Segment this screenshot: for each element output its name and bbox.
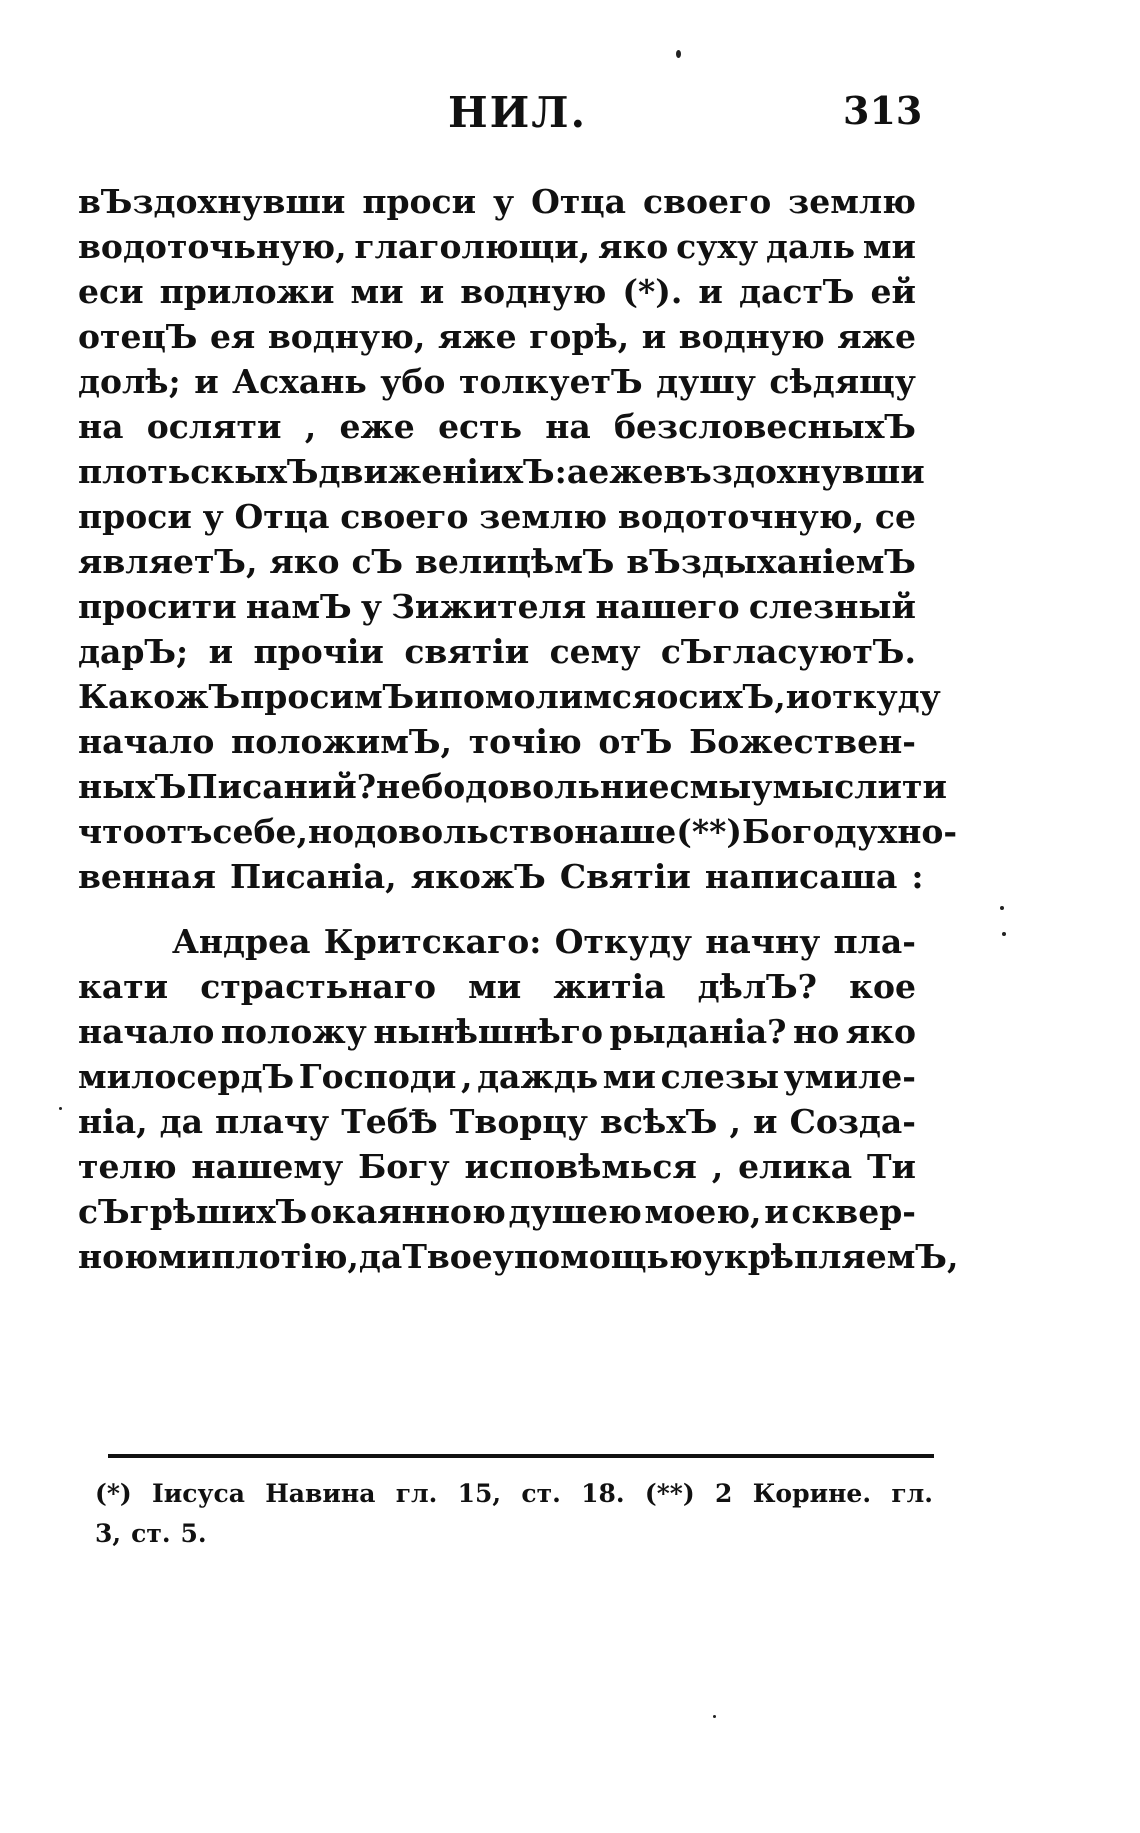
print-speck <box>676 50 681 58</box>
word: (*) <box>95 1479 132 1508</box>
word: и <box>764 1192 789 1231</box>
word: дѣлЪ? <box>697 967 817 1006</box>
text-line <box>78 808 958 856</box>
word: Откуду <box>554 922 693 961</box>
text-line <box>78 358 916 406</box>
word: : <box>911 857 924 896</box>
word: , <box>729 1102 741 1141</box>
word: начало <box>78 722 215 761</box>
word: точiю <box>468 722 582 761</box>
word: помолимся <box>438 677 657 716</box>
word: яже <box>837 317 916 356</box>
word: умиле- <box>783 1057 916 1096</box>
text-line <box>78 583 916 631</box>
word: начну <box>705 922 821 961</box>
text-line <box>78 1188 916 1236</box>
word: просимЪ <box>240 677 415 716</box>
word: ТебѢ <box>341 1102 438 1141</box>
word: проси <box>362 182 477 221</box>
word: якожЪ <box>410 857 546 896</box>
word: вЪздыханiемЪ <box>626 542 916 581</box>
word: еже <box>339 407 415 446</box>
text-line <box>78 1008 916 1056</box>
word: о <box>656 677 679 716</box>
word: нынѣшнѣго <box>373 1012 603 1051</box>
footnote-line <box>95 1476 933 1512</box>
word: Зижителя <box>391 587 587 626</box>
word: 15, <box>457 1479 502 1508</box>
word: Богодухно- <box>742 812 958 851</box>
text-line <box>78 963 916 1011</box>
word: есмы <box>648 767 752 806</box>
text-line <box>78 718 916 766</box>
word: написаша <box>704 857 898 896</box>
word: сквер- <box>791 1192 916 1231</box>
word: яже <box>437 317 517 356</box>
word: у <box>202 497 224 536</box>
text-line <box>78 1053 916 1101</box>
word: отЪ <box>598 722 673 761</box>
word: Святiи <box>559 857 691 896</box>
word: и <box>194 362 219 401</box>
word: 18. <box>581 1479 625 1508</box>
word: ст. <box>131 1519 171 1548</box>
word: (**) <box>644 1479 695 1508</box>
word: Писанiа, <box>230 857 397 896</box>
word: не <box>376 767 422 806</box>
word: и <box>753 1102 778 1141</box>
word: исповѣмься <box>464 1147 697 1186</box>
text-line <box>78 493 916 541</box>
word: душею <box>508 1192 642 1231</box>
word: землю <box>788 182 916 221</box>
word: себе, <box>212 812 308 851</box>
word: довольни <box>465 767 649 806</box>
word: Корине. <box>752 1479 872 1508</box>
word: глаголющи, <box>354 227 591 266</box>
word: въздохнувши <box>663 452 925 491</box>
word: отъ <box>144 812 213 851</box>
word: Асхань <box>232 362 367 401</box>
word: дарЪ; <box>78 632 189 671</box>
word: нашего <box>595 587 740 626</box>
word: Господи <box>298 1057 457 1096</box>
word: нашему <box>191 1147 344 1186</box>
word: плотьскыхЪ <box>78 452 319 491</box>
text-line <box>78 673 941 721</box>
word: водную <box>460 272 607 311</box>
word: положимЪ, <box>231 722 453 761</box>
text-line <box>78 763 947 811</box>
word: , <box>304 407 317 446</box>
print-speck <box>1002 932 1006 936</box>
word: рыданiа? <box>609 1012 787 1051</box>
word: убо <box>380 362 446 401</box>
word: Писаний? <box>186 767 377 806</box>
word: 2 <box>715 1479 733 1508</box>
word: слезный <box>748 587 916 626</box>
word: даждь <box>477 1057 599 1096</box>
word: душу <box>656 362 756 401</box>
text-line <box>78 268 916 316</box>
word: милосердЪ <box>78 1057 295 1096</box>
word: слезы <box>660 1057 780 1096</box>
word: моею, <box>644 1192 762 1231</box>
word: приложи <box>159 272 335 311</box>
word: кое <box>849 967 916 1006</box>
word: безсловесныхЪ <box>614 407 916 446</box>
word: водоточьную, <box>78 227 347 266</box>
word: водную <box>678 317 825 356</box>
word: яко <box>845 1012 916 1051</box>
text-line <box>78 223 916 271</box>
word: даль <box>765 227 856 266</box>
word: ми <box>158 1237 212 1276</box>
word: КакожЪ <box>78 677 241 716</box>
word: сЪгрѣшихЪ <box>78 1192 308 1231</box>
word: но <box>793 1012 840 1051</box>
word: сихЪ, <box>678 677 786 716</box>
word: венная <box>78 857 216 896</box>
word: Отца <box>234 497 330 536</box>
word: начало <box>78 1012 215 1051</box>
word: и <box>208 632 234 671</box>
word: движенiихЪ: <box>318 452 567 491</box>
footnote-rule <box>108 1454 934 1458</box>
word: , <box>460 1057 473 1096</box>
word: своего <box>340 497 469 536</box>
text-line <box>78 853 924 901</box>
text-line <box>78 1233 959 1281</box>
word: вЪздохнувши <box>78 182 346 221</box>
word: довольство <box>354 812 575 851</box>
word: и <box>698 272 723 311</box>
word: плачу <box>215 1102 330 1141</box>
word: яко <box>598 227 669 266</box>
word: Андреа <box>172 922 311 961</box>
word: гл. <box>395 1479 438 1508</box>
word: се <box>874 497 916 536</box>
word: суху <box>676 227 759 266</box>
word: Критскаго: <box>323 922 542 961</box>
word: и <box>641 317 667 356</box>
word: елика <box>738 1147 853 1186</box>
word: а <box>566 452 589 491</box>
word: яко <box>269 542 340 581</box>
word: помощью <box>513 1237 703 1276</box>
text-line <box>78 628 916 676</box>
word: умыслити <box>751 767 947 806</box>
word: гл. <box>891 1479 933 1508</box>
word: сѣдящу <box>769 362 916 401</box>
word: просити <box>78 587 237 626</box>
word: Iисуса <box>152 1479 245 1508</box>
word: страстьнаго <box>200 967 436 1006</box>
word: бо <box>421 767 466 806</box>
word: ною <box>78 1237 159 1276</box>
word: житiа <box>553 967 666 1006</box>
word: на <box>78 407 124 446</box>
word: велицѣмЪ <box>415 542 615 581</box>
word: Творцу <box>449 1102 588 1141</box>
word: (*). <box>622 272 683 311</box>
word: и <box>785 677 811 716</box>
word: да <box>358 1237 403 1276</box>
word: горѣ, <box>529 317 630 356</box>
word: своего <box>642 182 772 221</box>
word: проси <box>78 497 192 536</box>
word: нiа, <box>78 1102 148 1141</box>
word: являетЪ, <box>78 542 258 581</box>
word: и <box>419 272 445 311</box>
text-line <box>78 178 916 226</box>
word: укрѣпляемЪ, <box>702 1237 959 1276</box>
word: телю <box>78 1147 177 1186</box>
word: отецЪ <box>78 317 198 356</box>
text-line <box>78 538 916 586</box>
word: ныхЪ <box>78 767 187 806</box>
word: Отца <box>531 182 627 221</box>
word: ми <box>602 1057 656 1096</box>
word: водную, <box>267 317 426 356</box>
word: толкуетЪ <box>458 362 643 401</box>
word: намЪ <box>245 587 352 626</box>
word: Созда- <box>789 1102 916 1141</box>
word: сЪ <box>351 542 404 581</box>
text-line <box>78 313 916 361</box>
word: землю <box>479 497 608 536</box>
word: всѣхЪ <box>599 1102 718 1141</box>
running-head <box>0 88 1140 148</box>
word: Навина <box>265 1479 376 1508</box>
word: наше <box>574 812 677 851</box>
word: что <box>78 812 145 851</box>
word: Ти <box>866 1147 916 1186</box>
running-title: НИЛ. <box>448 88 588 137</box>
footnote-line <box>95 1516 933 1552</box>
word: ми <box>862 227 916 266</box>
word: (**) <box>676 812 743 851</box>
text-line <box>78 1098 916 1146</box>
print-speck <box>1000 906 1004 910</box>
word: ми <box>468 967 522 1006</box>
word: осляти <box>146 407 282 446</box>
word: кати <box>78 967 169 1006</box>
word: ст. <box>521 1479 561 1508</box>
word: Божествен- <box>689 722 916 761</box>
word: у <box>493 182 515 221</box>
word: 5. <box>180 1519 207 1548</box>
word: на <box>545 407 591 446</box>
word: есть <box>438 407 522 446</box>
word: да <box>159 1102 203 1141</box>
word: водоточную, <box>617 497 865 536</box>
word: окаянною <box>310 1192 506 1231</box>
text-line <box>172 918 916 966</box>
print-speck <box>713 1715 716 1718</box>
word: пла- <box>833 922 916 961</box>
word: Богу <box>358 1147 450 1186</box>
word: плотiю, <box>211 1237 359 1276</box>
word: долѣ; <box>78 362 181 401</box>
word: прочiи <box>253 632 384 671</box>
word: ея <box>209 317 256 356</box>
word: еже <box>588 452 664 491</box>
word: , <box>711 1147 724 1186</box>
word: дастЪ <box>738 272 855 311</box>
word: Твоеу <box>402 1237 514 1276</box>
print-speck <box>59 1107 62 1110</box>
text-line <box>78 448 925 496</box>
word: ми <box>350 272 404 311</box>
word: 3, <box>95 1519 122 1548</box>
word: сЪгласуютЪ. <box>660 632 916 671</box>
page-number: 313 <box>843 88 923 133</box>
word: святiи <box>404 632 530 671</box>
text-line <box>78 403 916 451</box>
word: положу <box>220 1012 367 1051</box>
word: еси <box>78 272 144 311</box>
word: ей <box>870 272 916 311</box>
text-line <box>78 1143 916 1191</box>
word: откуду <box>810 677 941 716</box>
word: у <box>360 587 382 626</box>
word: но <box>308 812 355 851</box>
word: и <box>414 677 439 716</box>
word: сему <box>549 632 641 671</box>
